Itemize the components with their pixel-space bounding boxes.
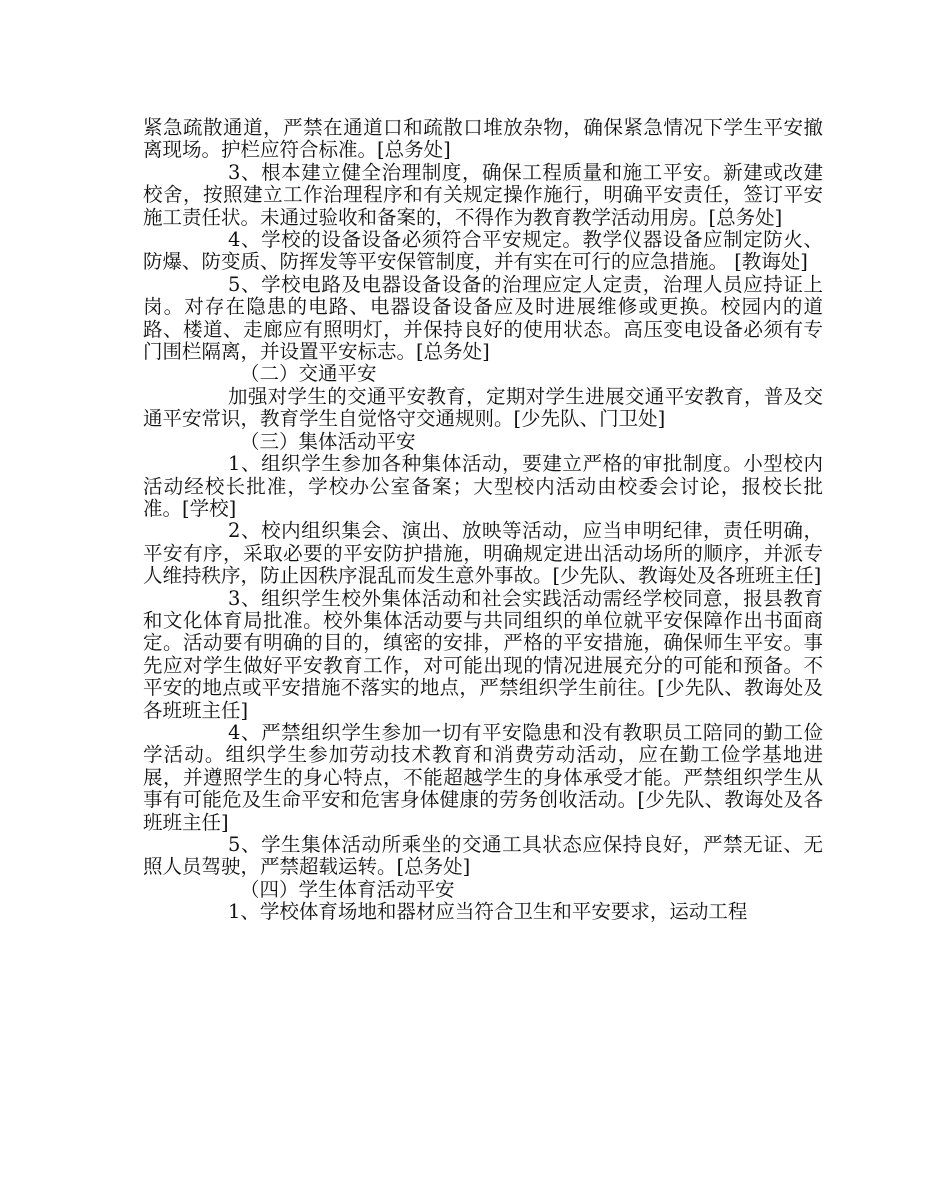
paragraph-item-3: 3、根本建立健全治理制度，确保工程质量和施工平安。新建或改建校舍，按照建立工作治理程序和有关规定操作施行，明确平安责任，签订平安施工责任状。未通过验收和备案的，不得作为教育教学活动用房。[总务处] [143, 160, 823, 229]
paragraph-continuation: 紧急疏散通道，严禁在通道口和疏散口堆放杂物，确保紧急情况下学生平安撤离现场。护栏应符合标准。[总务处] [143, 116, 823, 162]
paragraph-traffic: 加强对学生的交通平安教育，定期对学生进展交通平安教育，普及交通平安常识，教育学生自觉恪守交通规则。[少先队、门卫处] [143, 384, 823, 431]
paragraph-group-5: 5、学生集体活动所乘坐的交通工具状态应保持良好，严禁无证、无照人员驾驶，严禁超载运转。[总务处] [143, 833, 823, 879]
section-heading-traffic: （二）交通平安 [240, 362, 377, 386]
paragraph-group-1: 1、组织学生参加各种集体活动，要建立严格的审批制度。小型校内活动经校长批准，学校办公室备案；大型校内活动由校委会讨论，报校长批准。[学校] [143, 452, 823, 520]
paragraph-group-3: 3、组织学生校外集体活动和社会实践活动需经学校同意，报县教育和文化体育局批准。校外集体活动要与共同组织的单位就平安保障作出书面商定。活动要有明确的目的，缜密的安排，严格的平安措施，确保师生平安。事先应对学生做好平安教育工作，对可能出现的情况进展充分的可能和预备。不平安的地点或平安措施不落实的地点，严禁组织学生前往。[少先队、教诲处及各班班主任] [143, 586, 823, 722]
paragraph-group-4: 4、严禁组织学生参加一切有平安隐患和没有教职员工陪同的勤工俭学活动。组织学生参加劳动技术教育和消费劳动活动，应在勤工俭学基地进展，并遵照学生的身心特点，不能超越学生的身体承受才能。严禁组织学生从事有可能危及生命平安和危害身体健康的劳务创收活动。[少先队、教诲处及各班班主任] [143, 720, 823, 834]
document-body [143, 117, 823, 924]
paragraph-item-4: 4、学校的设备设备必须符合平安规定。教学仪器设备应制定防火、防爆、防变质、防挥发等平安保管制度，并有实在可行的应急措施。 [教诲处] [143, 228, 823, 274]
paragraph-item-5: 5、学校电路及电器设备设备的治理应定人定责，治理人员应持证上岗。对存在隐患的电路、电器设备设备应及时进展维修或更换。校园内的道路、楼道、走廊应有照明灯，并保持良好的使用状态。高压变电设备必须有专门围栏隔离，并设置平安标志。[总务处] [143, 272, 823, 364]
section-heading-sports: （四）学生体育活动平安 [240, 877, 455, 901]
paragraph-sports-1: 1、学校体育场地和器材应当符合卫生和平安要求，运动工程 [228, 900, 748, 924]
section-heading-group-activity: （三）集体活动平安 [240, 429, 416, 453]
paragraph-group-2: 2、校内组织集会、演出、放映等活动，应当申明纪律，责任明确，平安有序，采取必要的平安防护措施，明确规定进出活动场所的顺序，并派专人维持秩序，防止因秩序混乱而发生意外事故。[少先队、教诲处及各班班主任] [143, 519, 823, 588]
